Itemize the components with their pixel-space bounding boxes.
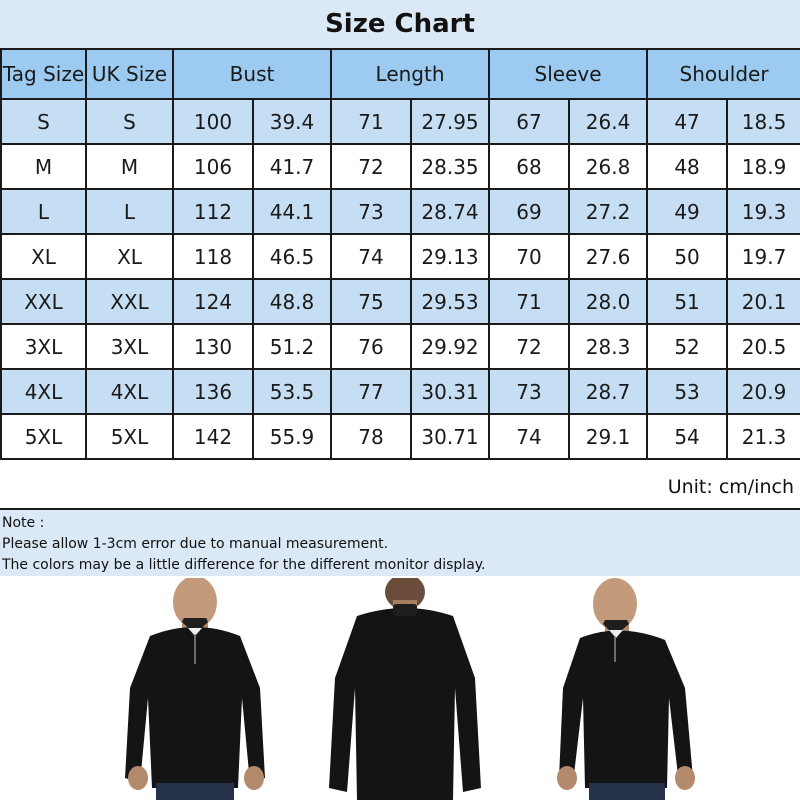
cell-bust-inch: 41.7: [253, 144, 331, 189]
unit-label: [0, 466, 800, 510]
cell-uk-size: S: [86, 99, 173, 144]
cell-shoulder-inch: 21.3: [727, 414, 800, 459]
cell-uk-size: 4XL: [86, 369, 173, 414]
header-length: Length: [331, 49, 489, 99]
cell-tag-size: 4XL: [1, 369, 86, 414]
model-back-photo: [315, 578, 495, 800]
header-uk-size: UK Size: [86, 49, 173, 99]
cell-sleeve-cm: 67: [489, 99, 569, 144]
cell-shoulder-inch: 18.9: [727, 144, 800, 189]
cell-tag-size: S: [1, 99, 86, 144]
cell-shoulder-inch: 18.5: [727, 99, 800, 144]
cell-bust-cm: 136: [173, 369, 253, 414]
header-bust: Bust: [173, 49, 331, 99]
cell-sleeve-inch: 28.0: [569, 279, 647, 324]
cell-bust-cm: 142: [173, 414, 253, 459]
cell-tag-size: 5XL: [1, 414, 86, 459]
cell-length-cm: 72: [331, 144, 411, 189]
cell-length-inch: 29.92: [411, 324, 489, 369]
table-row: [1, 234, 800, 279]
cell-shoulder-cm: 52: [647, 324, 727, 369]
cell-sleeve-inch: 27.6: [569, 234, 647, 279]
header-tag-size: Tag Size: [1, 49, 86, 99]
cell-bust-inch: 46.5: [253, 234, 331, 279]
cell-bust-inch: 48.8: [253, 279, 331, 324]
note-line-colors: The colors may be a little difference for the different monitor display.: [2, 557, 486, 573]
cell-uk-size: M: [86, 144, 173, 189]
header-sleeve: Sleeve: [489, 49, 647, 99]
cell-length-inch: 28.74: [411, 189, 489, 234]
table-row: [1, 369, 800, 414]
cell-shoulder-cm: 51: [647, 279, 727, 324]
cell-shoulder-inch: 20.9: [727, 369, 800, 414]
cell-sleeve-cm: 74: [489, 414, 569, 459]
cell-sleeve-cm: 70: [489, 234, 569, 279]
table-row: [1, 189, 800, 234]
cell-sleeve-inch: 29.1: [569, 414, 647, 459]
cell-sleeve-inch: 28.3: [569, 324, 647, 369]
cell-shoulder-cm: 50: [647, 234, 727, 279]
header-shoulder: Shoulder: [647, 49, 800, 99]
cell-sleeve-cm: 73: [489, 369, 569, 414]
header-row: [1, 49, 800, 99]
cell-length-cm: 78: [331, 414, 411, 459]
cell-length-inch: 27.95: [411, 99, 489, 144]
cell-shoulder-cm: 47: [647, 99, 727, 144]
cell-uk-size: XL: [86, 234, 173, 279]
product-photos: [0, 578, 800, 800]
cell-length-cm: 71: [331, 99, 411, 144]
cell-shoulder-inch: 19.7: [727, 234, 800, 279]
table-row: [1, 414, 800, 459]
notes-box: [0, 510, 800, 576]
unit-text: Unit: cm/inch: [667, 476, 794, 498]
cell-tag-size: L: [1, 189, 86, 234]
cell-length-cm: 74: [331, 234, 411, 279]
cell-bust-cm: 106: [173, 144, 253, 189]
cell-sleeve-cm: 69: [489, 189, 569, 234]
cell-tag-size: XL: [1, 234, 86, 279]
cell-sleeve-cm: 71: [489, 279, 569, 324]
cell-uk-size: 3XL: [86, 324, 173, 369]
model-side-photo: [545, 578, 705, 800]
cell-bust-inch: 55.9: [253, 414, 331, 459]
cell-length-cm: 75: [331, 279, 411, 324]
cell-bust-inch: 44.1: [253, 189, 331, 234]
cell-length-inch: 28.35: [411, 144, 489, 189]
cell-bust-cm: 118: [173, 234, 253, 279]
cell-bust-cm: 112: [173, 189, 253, 234]
cell-shoulder-inch: 19.3: [727, 189, 800, 234]
cell-uk-size: 5XL: [86, 414, 173, 459]
table-row: [1, 279, 800, 324]
cell-bust-cm: 130: [173, 324, 253, 369]
size-table: [0, 48, 800, 460]
table-row: [1, 99, 800, 144]
cell-bust-inch: 51.2: [253, 324, 331, 369]
cell-shoulder-cm: 48: [647, 144, 727, 189]
cell-sleeve-cm: 68: [489, 144, 569, 189]
cell-tag-size: 3XL: [1, 324, 86, 369]
cell-sleeve-cm: 72: [489, 324, 569, 369]
cell-length-cm: 73: [331, 189, 411, 234]
cell-sleeve-inch: 27.2: [569, 189, 647, 234]
table-row: [1, 324, 800, 369]
cell-length-inch: 29.53: [411, 279, 489, 324]
cell-uk-size: XXL: [86, 279, 173, 324]
cell-tag-size: M: [1, 144, 86, 189]
cell-bust-inch: 39.4: [253, 99, 331, 144]
cell-sleeve-inch: 26.4: [569, 99, 647, 144]
cell-shoulder-cm: 54: [647, 414, 727, 459]
chart-title: Size Chart: [0, 0, 800, 50]
table-row: [1, 144, 800, 189]
model-front-photo: [110, 578, 280, 800]
note-heading: Note :: [2, 515, 45, 531]
cell-length-inch: 29.13: [411, 234, 489, 279]
cell-length-cm: 76: [331, 324, 411, 369]
cell-bust-cm: 100: [173, 99, 253, 144]
cell-tag-size: XXL: [1, 279, 86, 324]
note-line-measurement: Please allow 1-3cm error due to manual measurement.: [2, 536, 389, 552]
cell-shoulder-inch: 20.5: [727, 324, 800, 369]
cell-length-inch: 30.71: [411, 414, 489, 459]
cell-length-cm: 77: [331, 369, 411, 414]
cell-shoulder-inch: 20.1: [727, 279, 800, 324]
cell-bust-cm: 124: [173, 279, 253, 324]
cell-sleeve-inch: 26.8: [569, 144, 647, 189]
cell-bust-inch: 53.5: [253, 369, 331, 414]
cell-uk-size: L: [86, 189, 173, 234]
cell-shoulder-cm: 53: [647, 369, 727, 414]
cell-length-inch: 30.31: [411, 369, 489, 414]
cell-shoulder-cm: 49: [647, 189, 727, 234]
cell-sleeve-inch: 28.7: [569, 369, 647, 414]
